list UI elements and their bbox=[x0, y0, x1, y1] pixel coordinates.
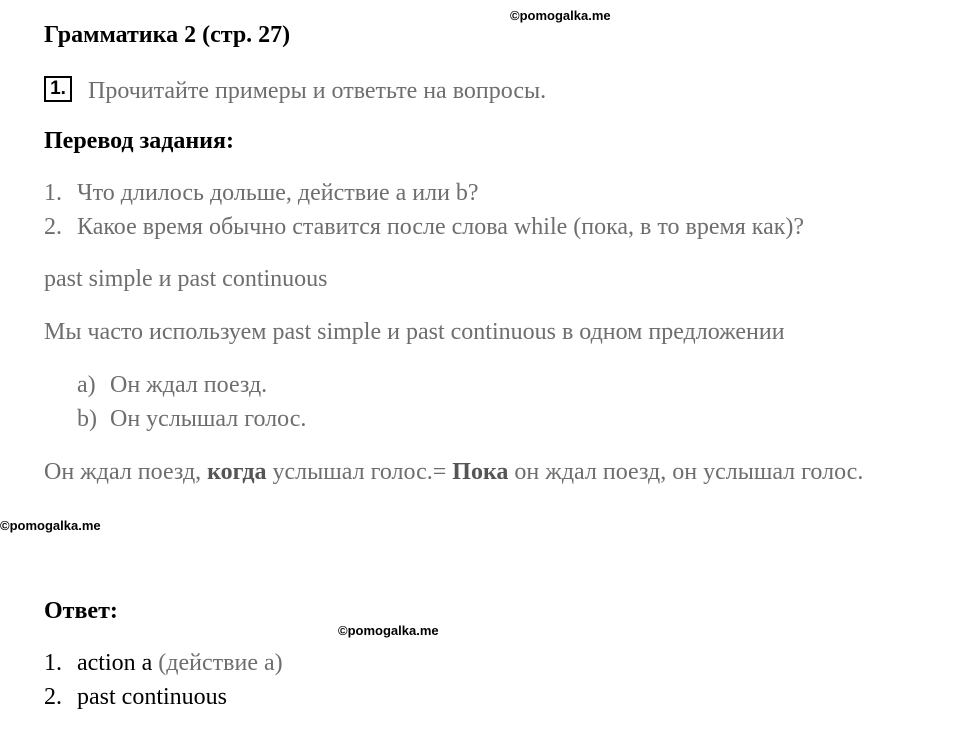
example-text: Он ждал поезд. bbox=[110, 372, 268, 398]
translation-item-text: Что длилось дольше, действие a или b? bbox=[77, 180, 479, 206]
combined-part-3: он ждал поезд, он услышал голос. bbox=[508, 459, 864, 485]
combined-bold-while: Пока bbox=[452, 459, 509, 485]
translation-item-1 bbox=[44, 180, 479, 207]
answer-item-number: 2. bbox=[44, 684, 62, 710]
watermark-top: ©pomogalka.me bbox=[510, 8, 611, 23]
watermark-left: ©pomogalka.me bbox=[0, 518, 101, 533]
example-letter: b) bbox=[77, 406, 97, 432]
task-instruction: Прочитайте примеры и ответьте на вопросы. bbox=[88, 78, 547, 104]
combined-sentence bbox=[44, 456, 874, 489]
combined-bold-when: когда bbox=[207, 459, 267, 485]
combined-part-1: Он ждал поезд, bbox=[44, 459, 208, 485]
task-number-box: 1. bbox=[44, 76, 72, 102]
tenses-line: past simple и past continuous bbox=[44, 266, 328, 292]
example-b bbox=[77, 406, 306, 433]
answer-heading: Ответ: bbox=[44, 598, 118, 624]
example-text: Он услышал голос. bbox=[110, 406, 307, 432]
example-letter: a) bbox=[77, 372, 96, 398]
answer-item-2 bbox=[44, 684, 227, 711]
answer-item-number: 1. bbox=[44, 650, 62, 676]
usage-line: Мы часто используем past simple и past continuous в одном предложении bbox=[44, 319, 785, 345]
answer-item-main: past continuous bbox=[77, 684, 227, 710]
answer-item-1 bbox=[44, 650, 283, 677]
translation-heading: Перевод задания: bbox=[44, 128, 234, 154]
translation-item-number: 1. bbox=[44, 180, 62, 206]
answer-item-main: action a bbox=[77, 650, 153, 676]
translation-item-text: Какое время обычно ставится после слова while (пока, в то время как)? bbox=[77, 214, 805, 240]
translation-item-2 bbox=[44, 214, 804, 241]
answer-item-note: (действие а) bbox=[152, 650, 283, 676]
translation-item-number: 2. bbox=[44, 214, 62, 240]
combined-part-2: услышал голос.= bbox=[266, 459, 453, 485]
example-a bbox=[77, 372, 267, 399]
page-title: Грамматика 2 (стр. 27) bbox=[44, 22, 291, 48]
watermark-middle: ©pomogalka.me bbox=[338, 623, 439, 638]
